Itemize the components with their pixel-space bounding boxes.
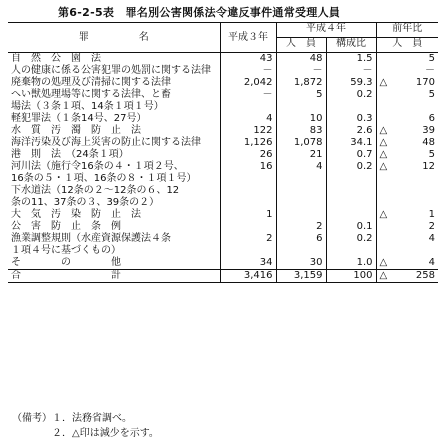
row-name-line: 軽犯罪法（１条14号、27号）	[11, 113, 147, 124]
row-name	[8, 53, 220, 66]
cell-h3: 26	[220, 149, 276, 161]
row-name-line: 河川法（施行令16条の４・１項２号、	[11, 161, 184, 172]
row-name	[8, 209, 220, 221]
row-name-line: 港 則 法 （24条１項）	[11, 149, 129, 160]
row-name	[8, 125, 220, 137]
cell-h4	[276, 209, 326, 221]
cell-prev: 48	[422, 137, 435, 148]
table-body	[8, 53, 438, 283]
cell-prev: 5	[428, 89, 435, 100]
cell-h4: －	[276, 65, 326, 77]
cell-h4: 10	[276, 113, 326, 125]
row-name	[8, 65, 220, 77]
cell-h3: 2	[220, 233, 276, 257]
cell-h3: 1,126	[220, 137, 276, 149]
cell-ratio: 34.1	[326, 137, 376, 149]
cell-decrease-mark: △	[376, 257, 392, 270]
row-name	[8, 221, 220, 233]
table-row	[8, 209, 438, 221]
cell-decrease-mark: △	[376, 77, 392, 89]
cell-decrease-mark: △	[376, 137, 392, 149]
cell-ratio: 0.2	[326, 89, 376, 113]
row-name-line: 場法（３条１項、14条１項１号）	[11, 101, 164, 112]
row-name	[8, 233, 220, 257]
row-name-line: 大 気 汚 染 防 止 法	[11, 209, 141, 220]
cell-h4: 83	[276, 125, 326, 137]
header-prev-persons: 人 員	[376, 38, 438, 53]
table-row	[8, 113, 438, 125]
cell-h4: 5	[276, 89, 326, 113]
table-row	[8, 185, 438, 209]
cell-prev: 5	[428, 149, 435, 160]
cell-h4: 1,078	[276, 137, 326, 149]
row-name	[8, 89, 220, 113]
cell-ratio: 1.0	[326, 257, 376, 270]
cell-prev: 258	[392, 270, 438, 283]
cell-h3: 1	[220, 209, 276, 221]
row-name-line: 廃棄物の処理及び清掃に関する法律	[11, 77, 171, 88]
cell-h4: 4	[276, 161, 326, 185]
row-name	[8, 137, 220, 149]
row-name-line: 人の健康に係る公害犯罪の処罰に関する法律	[11, 65, 211, 76]
cell-prev: 5	[428, 53, 435, 64]
row-name-line: １項４号に基づくもの）	[11, 245, 121, 256]
cell-prev: －	[425, 65, 435, 76]
table-title: 第6-2-5表 罪名別公害関係法令違反事件通常受理人員	[58, 6, 341, 19]
cell-h3: 3,416	[220, 270, 276, 283]
table-row	[8, 270, 438, 283]
table-row	[8, 221, 438, 233]
header-crime: 罪 名	[8, 23, 220, 53]
table-row	[8, 149, 438, 161]
cell-h3: 43	[220, 53, 276, 66]
cell-decrease-mark	[376, 233, 392, 257]
row-name-line: 自 然 公 園 法	[11, 53, 101, 64]
cell-ratio: －	[326, 65, 376, 77]
row-name-line: 海洋汚染及び海上災害の防止に関する法律	[11, 137, 201, 148]
row-name	[8, 257, 220, 270]
table-row	[8, 137, 438, 149]
cell-h3: －	[220, 89, 276, 113]
table-row	[8, 125, 438, 137]
row-name	[8, 149, 220, 161]
cell-h4	[276, 185, 326, 209]
cell-prev: 6	[428, 113, 435, 124]
cell-ratio	[326, 185, 376, 209]
cell-h3: 4	[220, 113, 276, 125]
cell-h4: 48	[276, 53, 326, 66]
row-name	[8, 113, 220, 125]
cell-prev: 1	[428, 209, 435, 220]
row-name	[8, 161, 220, 185]
cell-h4: 30	[276, 257, 326, 270]
table-row	[8, 257, 438, 270]
cell-ratio: 59.3	[326, 77, 376, 89]
cell-decrease-mark	[376, 185, 392, 209]
cell-decrease-mark: △	[376, 125, 392, 137]
row-name-line: 漁業調整規則（水産資源保護法４条	[11, 233, 171, 244]
row-name	[8, 185, 220, 209]
cell-prev: 4	[428, 233, 435, 244]
cell-h3: 34	[220, 257, 276, 270]
row-name-line: 条の11、37条の３、39条の２）	[11, 197, 160, 208]
cell-ratio: 0.2	[326, 233, 376, 257]
row-name-line: 水 質 汚 濁 防 止 法	[11, 125, 141, 136]
cell-ratio: 1.5	[326, 53, 376, 66]
table-row	[8, 77, 438, 89]
notes	[12, 411, 159, 441]
cell-decrease-mark: △	[376, 149, 392, 161]
table-row	[8, 53, 438, 66]
cell-h4: 1,872	[276, 77, 326, 89]
cell-h4: 2	[276, 221, 326, 233]
header-prev: 前年比	[376, 23, 438, 38]
cell-prev: 2	[428, 221, 435, 232]
cell-prev: 39	[422, 125, 435, 136]
header-ratio: 構成比	[326, 38, 376, 53]
row-name-line: 合 計	[11, 270, 121, 281]
cell-h3: 16	[220, 161, 276, 185]
row-name-line: 16条の５・１項、16条の８・１項１号）	[11, 173, 197, 184]
cell-prev	[392, 185, 438, 209]
cell-h4: 6	[276, 233, 326, 257]
cell-decrease-mark	[376, 53, 392, 66]
row-name-line: そ の 他	[11, 257, 121, 268]
cell-h4: 3,159	[276, 270, 326, 283]
cell-h3	[220, 221, 276, 233]
row-name-line: 下水道法（12条の２～12条の６、12	[11, 185, 180, 196]
cell-decrease-mark	[376, 221, 392, 233]
row-name	[8, 270, 220, 283]
note-1: （備考）１．法務省調べ。	[12, 413, 132, 424]
cell-h3: 2,042	[220, 77, 276, 89]
data-table	[8, 22, 438, 283]
cell-prev: 170	[415, 77, 435, 88]
header-h3: 平成３年	[220, 23, 276, 53]
cell-h3: 122	[220, 125, 276, 137]
cell-decrease-mark: △	[376, 161, 392, 185]
header-h4: 平成４年	[276, 23, 376, 38]
note-2: ２．△印は減少を示す。	[12, 428, 159, 439]
cell-decrease-mark	[376, 113, 392, 125]
cell-ratio: 0.2	[326, 161, 376, 185]
row-name-line: 公 害 防 止 条 例	[11, 221, 121, 232]
table-row	[8, 89, 438, 113]
cell-ratio: 0.7	[326, 149, 376, 161]
cell-ratio: 0.1	[326, 221, 376, 233]
cell-h3: －	[220, 65, 276, 77]
cell-decrease-mark: △	[376, 270, 392, 283]
table-row	[8, 161, 438, 185]
cell-decrease-mark	[376, 89, 392, 113]
row-name-line: へい獣処理場等に関する法律、と畜	[11, 89, 171, 100]
cell-prev: 12	[422, 161, 435, 172]
cell-ratio: 0.3	[326, 113, 376, 125]
cell-h4: 21	[276, 149, 326, 161]
header-h4-persons: 人 員	[276, 38, 326, 53]
cell-ratio	[326, 209, 376, 221]
cell-h3	[220, 185, 276, 209]
cell-decrease-mark	[376, 65, 392, 77]
table-row	[8, 233, 438, 257]
cell-prev: 4	[428, 257, 435, 268]
table-row	[8, 65, 438, 77]
cell-decrease-mark: △	[376, 209, 392, 221]
cell-ratio: 2.6	[326, 125, 376, 137]
row-name	[8, 77, 220, 89]
cell-ratio: 100	[326, 270, 376, 283]
